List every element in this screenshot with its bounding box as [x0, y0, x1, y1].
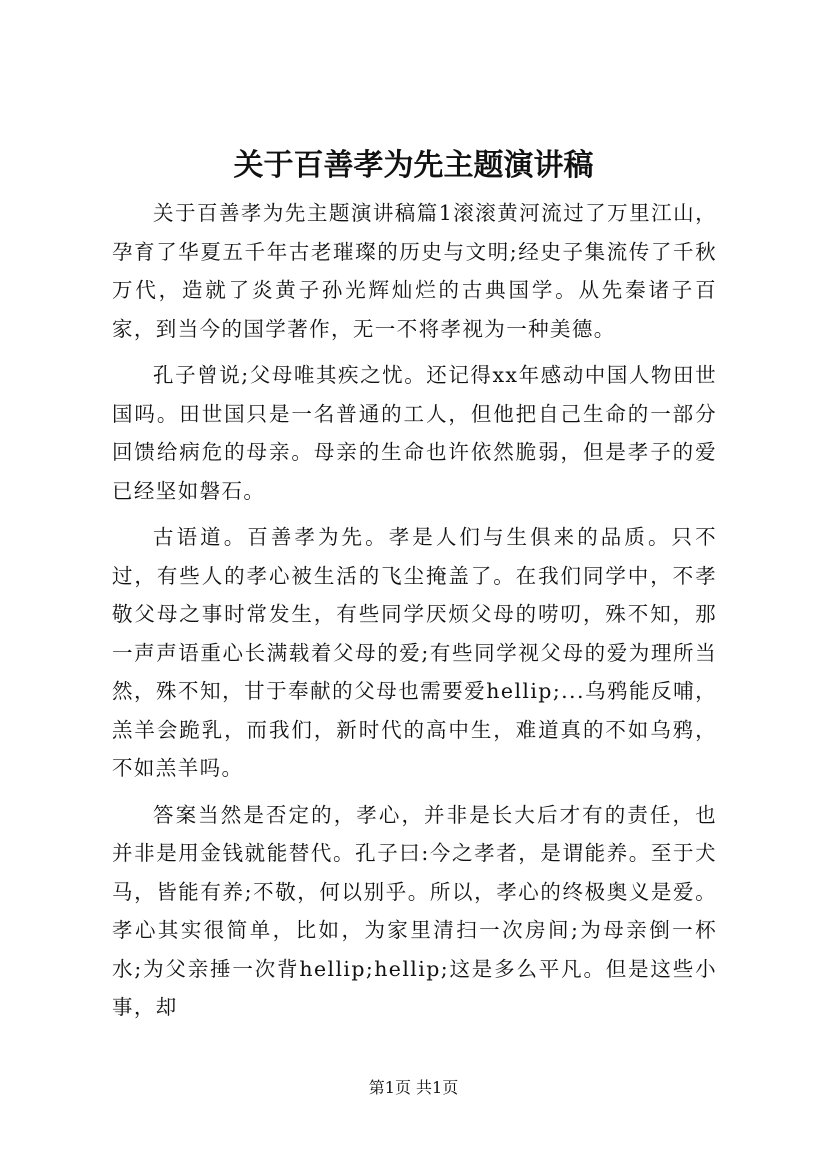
paragraph-3: 古语道。百善孝为先。孝是人们与生俱来的品质。只不过，有些人的孝心被生活的飞尘掩盖了。在我们同学中，不孝敬父母之事时常发生，有些同学厌烦父母的唠叨，殊不知，那一声声语重心长满载着父母的爱;有些同学视父母的爱为理所当然，殊不知，甘于奉献的父母也需要爱hellip;...乌鸦能反哺，羔羊会跪乳，而我们，新时代的高中生，难道真的不如乌鸦，不如羔羊吗。: [112, 525, 717, 780]
document-title: 关于百善孝为先主题演讲稿: [233, 148, 594, 183]
paragraph-2: 孔子曾说;父母唯其疾之忧。还记得xx年感动中国人物田世国吗。田世国只是一名普通的工人，但他把自己生命的一部分回馈给病危的母亲。母亲的生命也许依然脆弱，但是孝子的爱已经坚如磐石。: [112, 363, 717, 503]
document-body: [112, 194, 717, 1035]
paragraph-1: 关于百善孝为先主题演讲稿篇1滚滚黄河流过了万里江山，孕育了华夏五千年古老璀璨的历史与文明;经史子集流传了千秋万代，造就了炎黄子孙光辉灿烂的古典国学。从先秦诸子百家，到当今的国学著作，无一不将孝视为一种美德。: [112, 201, 717, 341]
paragraph-4: 答案当然是否定的，孝心，并非是长大后才有的责任，也并非是用金钱就能替代。孔子曰:今之孝者，是谓能养。至于犬马，皆能有养;不敬，何以别乎。所以，孝心的终极奥义是爱。孝心其实很简单，比如，为家里清扫一次房间;为母亲倒一杯水;为父亲捶一次背hellip;hellip;这是多么平凡。但是这些小事，却: [112, 802, 717, 1019]
page-footer: 第1页 共1页: [368, 1078, 459, 1097]
